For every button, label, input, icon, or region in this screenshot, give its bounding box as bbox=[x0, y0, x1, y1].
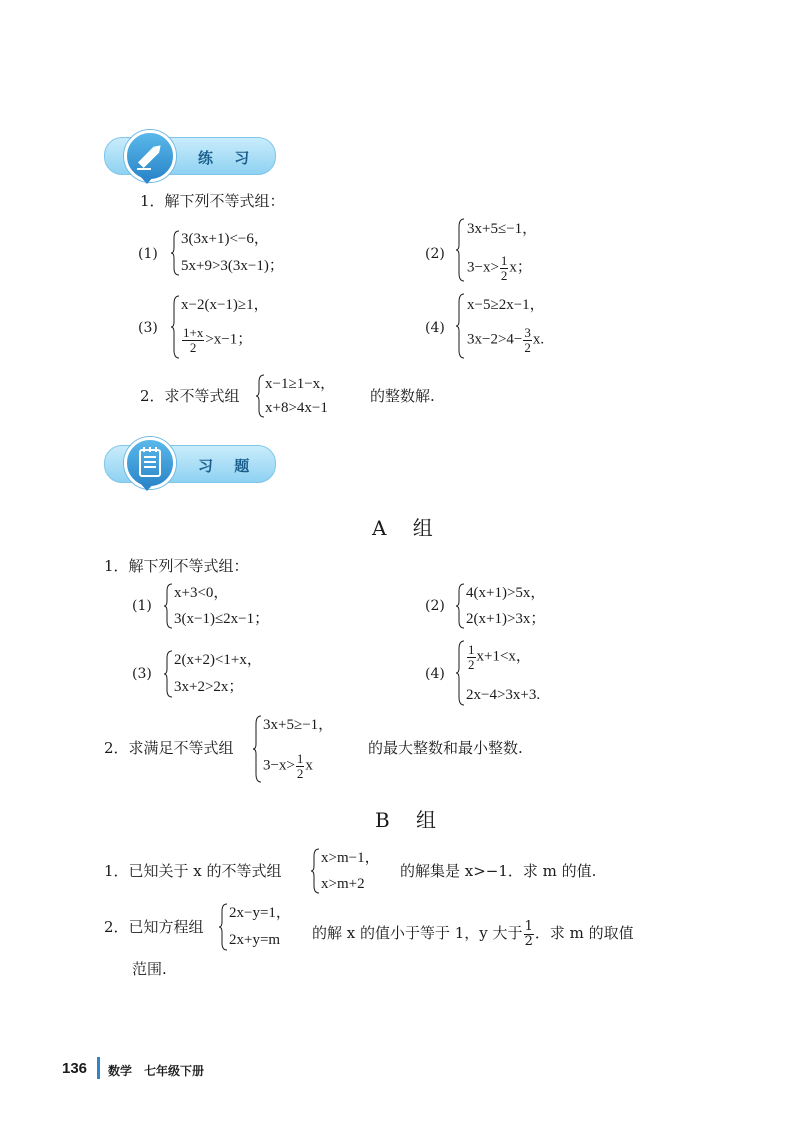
a3-line2: 3x+2>2x； bbox=[174, 679, 244, 695]
exercises-badge bbox=[124, 437, 176, 489]
fraction: $\frac{1}{2}$ bbox=[500, 253, 508, 283]
brace bbox=[455, 293, 465, 359]
fraction: $\frac{1}{2}$ bbox=[524, 919, 533, 949]
practice-p1-line1: 3(3x+1)<−6， bbox=[181, 231, 269, 247]
practice-p2-line2: 3−x> $\frac{1}{2}$ x； bbox=[467, 253, 532, 283]
brace bbox=[163, 650, 173, 698]
practice-q2-line1: x−1≥1−x， bbox=[265, 376, 336, 392]
brace bbox=[455, 640, 465, 706]
group-b-heading: B 组 bbox=[375, 808, 447, 832]
a-q1-intro: 1．解下列不等式组： bbox=[104, 557, 249, 575]
exercises-title: 习 题 bbox=[198, 457, 258, 475]
fraction: $\frac{1+x}{2}$ bbox=[183, 325, 204, 355]
a4-label: (4) bbox=[425, 666, 445, 682]
practice-q2-suffix: 的整数解. bbox=[370, 387, 435, 405]
practice-q1-intro: 1．解下列不等式组： bbox=[140, 192, 285, 210]
a3-label: (3) bbox=[132, 666, 152, 682]
page-number: 136 bbox=[62, 1060, 88, 1077]
brace bbox=[455, 583, 465, 629]
brace bbox=[218, 903, 228, 951]
a-q2-prefix: 2．求满足不等式组 bbox=[104, 739, 234, 757]
practice-p1-line2: 5x+9>3(3x−1)； bbox=[181, 258, 284, 274]
a4-line2: 2x−4>3x+3. bbox=[466, 687, 541, 703]
brace bbox=[455, 218, 465, 282]
a1-line1: x+3<0， bbox=[174, 585, 229, 601]
a3-line1: 2(x+2)<1+x， bbox=[174, 652, 262, 668]
b-q1-line2: x>m+2 bbox=[321, 876, 365, 892]
brace bbox=[252, 715, 262, 783]
b-q1-suffix: 的解集是 x>−1．求 m 的值. bbox=[400, 862, 597, 880]
brace bbox=[310, 848, 320, 894]
practice-p3-line1: x−2(x−1)≥1， bbox=[181, 297, 269, 313]
practice-p2-line1: 3x+5≤−1， bbox=[467, 221, 538, 237]
practice-q2-prefix: 2．求不等式组 bbox=[140, 387, 240, 405]
a-q2-line2: 3−x> $\frac{1}{2}$ x bbox=[263, 751, 313, 781]
practice-q2-line2: x+8>4x−1 bbox=[265, 400, 328, 416]
notebook-icon bbox=[127, 440, 173, 486]
practice-tail bbox=[140, 176, 154, 184]
footer-divider bbox=[97, 1057, 100, 1079]
brace bbox=[163, 583, 173, 629]
pencil-icon bbox=[127, 133, 173, 179]
b-q2-line2: 2x+y=m bbox=[229, 932, 281, 948]
a2-line2: 2(x+1)>3x； bbox=[466, 611, 546, 627]
practice-p4-label: (4) bbox=[425, 320, 445, 336]
b-q2-continuation: 范围. bbox=[132, 960, 167, 978]
fraction: $\frac{1}{2}$ bbox=[296, 751, 304, 781]
a2-line1: 4(x+1)>5x， bbox=[466, 585, 546, 601]
a-q2-suffix: 的最大整数和最小整数. bbox=[368, 739, 523, 757]
practice-p2-label: (2) bbox=[425, 246, 445, 262]
fraction: $\frac{1}{2}$ bbox=[468, 642, 475, 672]
a4-line1: $\frac{1}{2}$ x+1<x， bbox=[468, 642, 531, 672]
fraction: $\frac{3}{2}$ bbox=[524, 325, 531, 355]
brace bbox=[170, 230, 180, 276]
practice-badge bbox=[124, 130, 176, 182]
exercises-tail bbox=[140, 483, 154, 491]
book-title: 数学 七年级下册 bbox=[108, 1064, 205, 1078]
a2-label: (2) bbox=[425, 598, 445, 614]
brace bbox=[170, 295, 180, 359]
b-q1-line1: x>m−1， bbox=[321, 850, 380, 866]
practice-p3-label: (3) bbox=[138, 320, 158, 336]
b-q2-mid: 的解 x 的值小于等于 1，y 大于 $\frac{1}{2}$ ．求 m 的取值 bbox=[312, 919, 634, 949]
brace bbox=[255, 374, 265, 418]
b-q2-line1: 2x−y=1， bbox=[229, 905, 291, 921]
practice-p3-line2: $\frac{1+x}{2}$ >x−1； bbox=[183, 325, 253, 355]
b-q2-prefix: 2．已知方程组 bbox=[104, 918, 204, 936]
practice-p4-line1: x−5≥2x−1， bbox=[467, 297, 545, 313]
group-a-heading: A 组 bbox=[372, 516, 443, 540]
a1-label: (1) bbox=[132, 598, 152, 614]
a-q2-line1: 3x+5≥−1， bbox=[263, 717, 334, 733]
practice-title: 练 习 bbox=[198, 149, 258, 167]
practice-p1-label: (1) bbox=[138, 246, 158, 262]
b-q1-prefix: 1．已知关于 x 的不等式组 bbox=[104, 862, 282, 880]
practice-p4-line2: 3x−2>4− $\frac{3}{2}$ x. bbox=[467, 325, 545, 355]
a1-line2: 3(x−1)≤2x−1； bbox=[174, 611, 270, 627]
